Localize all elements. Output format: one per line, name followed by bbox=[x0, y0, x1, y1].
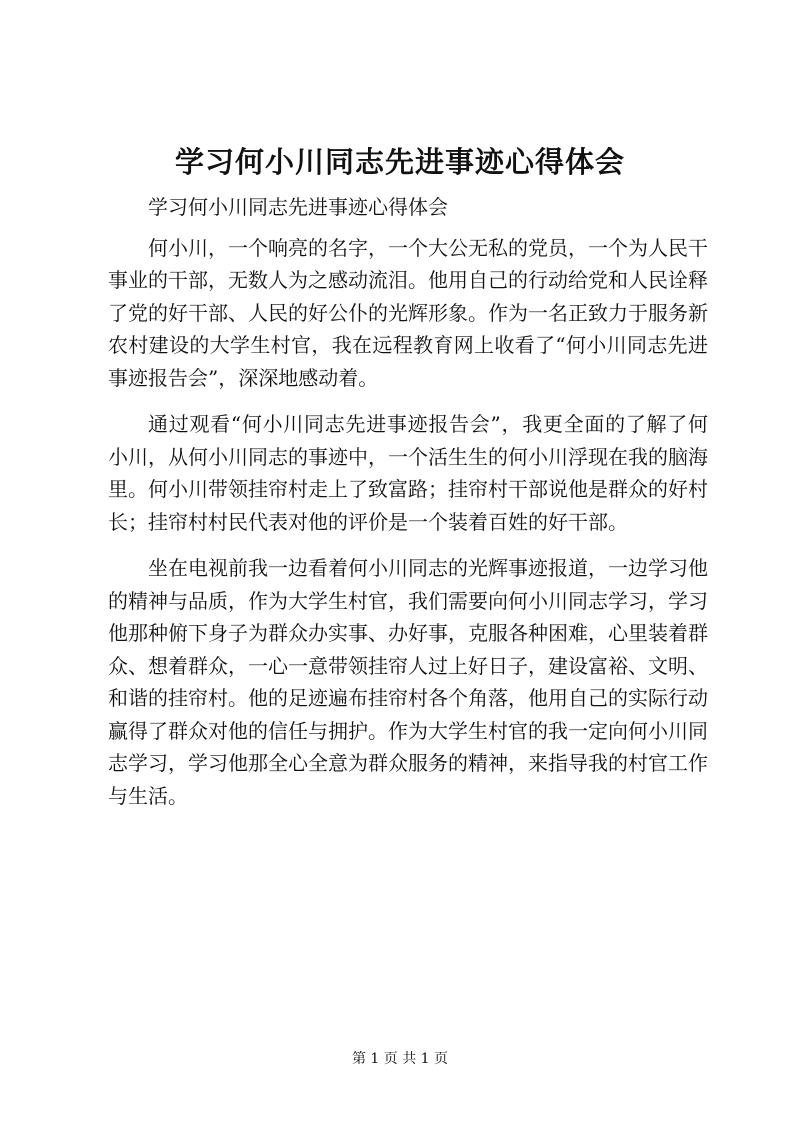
paragraph: 何小川，一个响亮的名字，一个大公无私的党员，一个为人民干事业的干部，无数人为之感动流泪。他用自己的行动给党和人民诠释了党的好干部、人民的好公仆的光辉形象。作为一名正致力于服务新农村建设的大学生村官，我在远程教育网上收看了“何小川同志先进事迹报告会”，深深地感动着。 bbox=[108, 235, 708, 390]
document-body bbox=[108, 191, 708, 826]
document-subtitle: 学习何小川同志先进事迹心得体会 bbox=[148, 195, 448, 219]
paragraph: 坐在电视前我一边看着何小川同志的光辉事迹报道，一边学习他的精神与品质，作为大学生村官，我们需要向何小川同志学习，学习他那种俯下身子为群众办实事、办好事，克服各种困难，心里装着群众、想着群众，一心一意带领挂帘人过上好日子，建设富裕、文明、和谐的挂帘村。他的足迹遍布挂帘村各个角落，他用自己的实际行动赢得了群众对他的信任与拥护。作为大学生村官的我一定向何小川同志学习，学习他那全心全意为群众服务的精神，来指导我的村官工作与生活。 bbox=[108, 556, 708, 808]
paragraph: 通过观看“何小川同志先进事迹报告会”，我更全面的了解了何小川，从何小川同志的事迹中，一个活生生的何小川浮现在我的脑海里。何小川带领挂帘村走上了致富路；挂帘村干部说他是群众的好村长；挂帘村村民代表对他的评价是一个装着百姓的好干部。 bbox=[108, 412, 708, 534]
document-title: 学习何小川同志先进事迹心得体会 bbox=[174, 145, 625, 179]
page-number-footer: 第 1 页 共 1 页 bbox=[351, 1051, 449, 1067]
